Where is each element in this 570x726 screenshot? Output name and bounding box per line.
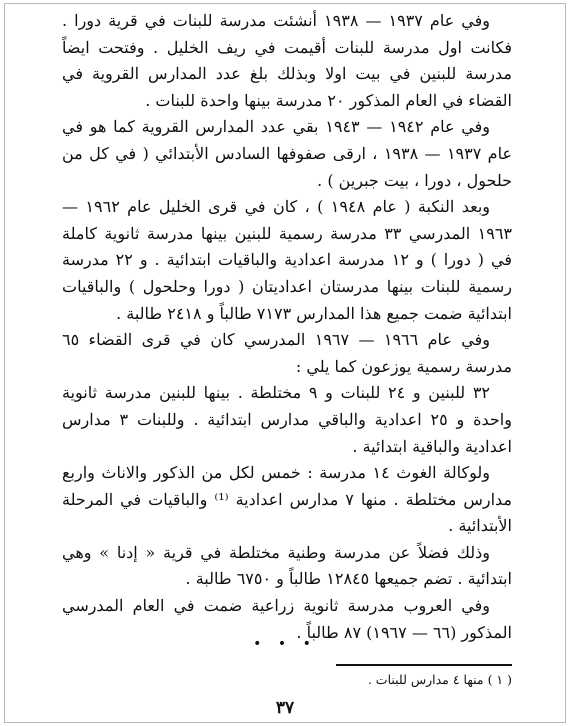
footnote: ( ١ ) منها ٤ مدارس للبنات .	[367, 672, 512, 687]
section-ornament: • • •	[253, 636, 317, 652]
paragraph-7: وذلك فضلاً عن مدرسة وطنية مختلطة في قرية « إدنا » وهي ابتدائية . تضم جميعها ١٢٨٤٥ طالباً و ٦٧٥٠ طالبة .	[62, 542, 512, 589]
paragraph-2: وفي عام ١٩٤٢ — ١٩٤٣ بقي عدد المدارس القروية كما هو في عام ١٩٣٧ — ١٩٣٨ ، ارقى صفوفها السادس الأبتدائي ( في كل من حلحول ، دورا ، بيت جبرين ) .	[62, 117, 513, 190]
page-number: ٣٧	[275, 698, 295, 718]
paragraph-1: وفي عام ١٩٣٧ — ١٩٣٨ أنشئت مدرسة للبنات في قرية دورا . فكانت اول مدرسة للبنات أقيمت في ريف الخليل . وفتحت ايضاً مدرسة للبنين في بيت اولا وبذلك بلغ عدد المدارس القروية في القضاء في العام المذكور ٢٠ مدرسة بينها واحدة للبنات .	[62, 11, 512, 110]
paragraph-4: وفي عام ١٩٦٦ — ١٩٦٧ المدرسي كان في قرى القضاء ٦٥ مدرسة رسمية يوزعون كما يلي :	[62, 330, 512, 376]
paragraph-3: وبعد النكبة ( عام ١٩٤٨ ) ، كان في قرى الخليل عام ١٩٦٢ — ١٩٦٣ المدرسي ٣٣ مدرسة رسمية للبنين بينها مدرسة ثانوية كاملة في ( دورا ) و ١٢ مدرسة اعدادية والباقيات ابتدائية . و ٢٢ مدرسة رسمية للبنات بينها مدرستان اعداديتان ( دورا وحلحول ) والباقيات ابتدائية ضمت جميع هذا المدارس ٧١٧٣ طالباً و ٢٤١٨ طالبة .	[62, 197, 512, 323]
paragraph-8: وفي العروب مدرسة ثانوية زراعية ضمت في العام المدرسي المذكور (٦٦ — ١٩٦٧) ٨٧ طالباً .	[62, 596, 512, 642]
footnote-rule	[336, 664, 512, 666]
paragraph-6: ولوكالة الغوث ١٤ مدرسة : خمس لكل من الذكور والاناث واربع مدارس مختلطة . منها ٧ مدارس اعدادية ⁽¹⁾ والباقيات في المرحلة الأبتدائية .	[62, 463, 512, 536]
page-body	[62, 8, 512, 646]
paragraph-5: ٣٢ للبنين و ٢٤ للبنات و ٩ مختلطة . بينها للبنين مدرسة ثانوية واحدة و ٢٥ اعدادية والباقي مدارس ابتدائية . وللبنات ٣ مدارس اعدادية والباقية ابتدائية .	[62, 383, 512, 456]
